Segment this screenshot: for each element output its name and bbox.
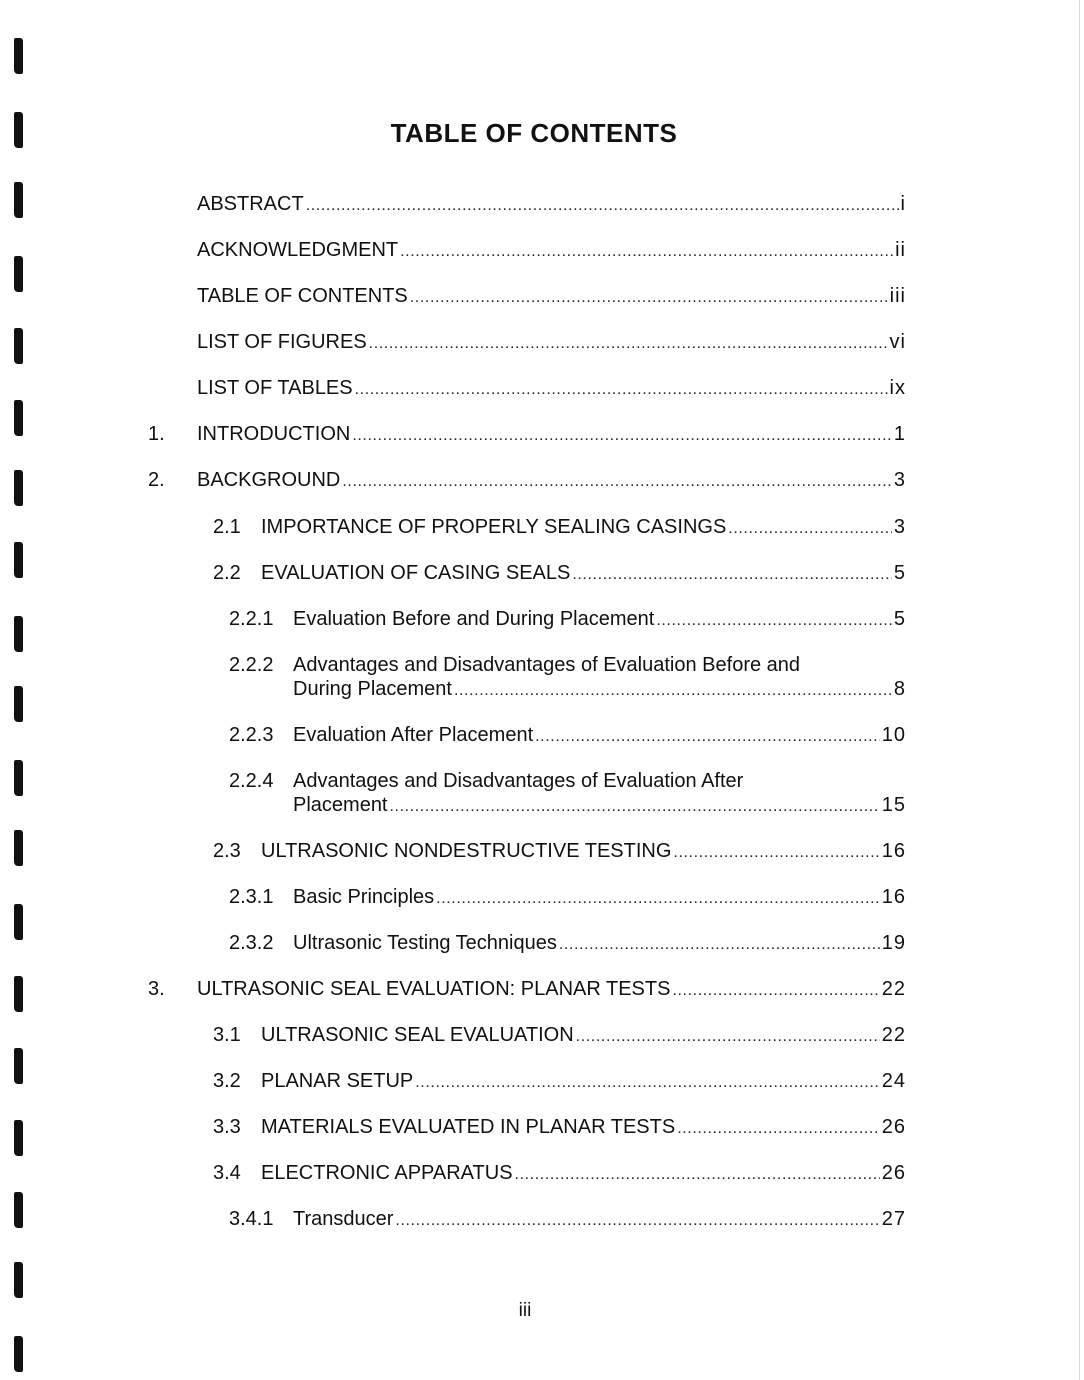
toc-page-number: 16 — [881, 840, 906, 862]
toc-page-number: i — [900, 193, 906, 215]
toc-entry-title: ULTRASONIC SEAL EVALUATION: PLANAR TESTS — [197, 978, 671, 1000]
dot-leader — [454, 679, 892, 702]
dot-leader — [576, 1025, 880, 1048]
toc-page-number: 16 — [881, 886, 906, 908]
toc-entry-number: 2.2.3 — [229, 724, 274, 746]
toc-page-number: iii — [889, 285, 906, 307]
toc-page-number: 3 — [893, 469, 906, 491]
toc-page-number: 22 — [881, 1024, 906, 1046]
toc-entry-title: ULTRASONIC SEAL EVALUATION — [261, 1024, 574, 1046]
dot-leader — [673, 841, 879, 864]
toc-entry-number: 2.2.1 — [229, 608, 274, 630]
toc-entry-number: 2.3.1 — [229, 886, 274, 908]
toc-page-number: 8 — [893, 678, 906, 700]
toc-page-number: ix — [889, 377, 906, 399]
toc-page-number: 5 — [893, 608, 906, 630]
dot-leader — [400, 240, 893, 263]
toc-entry-title: Evaluation Before and During Placement — [293, 608, 655, 630]
dot-leader — [572, 563, 892, 586]
dot-leader — [535, 725, 880, 748]
toc-entry-title: LIST OF FIGURES — [197, 331, 367, 353]
toc-entry-number: 3.4.1 — [229, 1208, 274, 1230]
toc-entry-number: 2.3.2 — [229, 932, 274, 954]
toc-entry-title: BACKGROUND — [197, 469, 341, 491]
toc-entry-title: ACKNOWLEDGMENT — [197, 239, 399, 261]
toc-page-number: ii — [895, 239, 906, 261]
toc-page-number: vi — [889, 331, 906, 353]
dot-leader — [390, 795, 880, 818]
toc-entry-title: Basic Principles — [293, 886, 435, 908]
toc-entry-title: INTRODUCTION — [197, 423, 351, 445]
toc-page-number: 27 — [881, 1208, 906, 1230]
dot-leader — [410, 286, 888, 309]
toc-entry-title: PLANAR SETUP — [261, 1070, 414, 1092]
toc-entry-title: Placement — [293, 794, 388, 816]
toc-entry-title: LIST OF TABLES — [197, 377, 353, 399]
dot-leader — [395, 1209, 879, 1232]
toc-entry-title: Evaluation After Placement — [293, 724, 534, 746]
toc-entry-number: 3.3 — [213, 1116, 241, 1138]
toc-entry-number: 2.3 — [213, 840, 241, 862]
toc-page-number: 15 — [881, 794, 906, 816]
toc-entry-number: 2.2.4 — [229, 770, 274, 792]
dot-leader — [559, 933, 880, 956]
toc-entry-number: 3.2 — [213, 1070, 241, 1092]
dot-leader — [369, 332, 888, 355]
toc-entry-title: ABSTRACT — [197, 193, 304, 215]
toc-entry-title: Ultrasonic Testing Techniques — [293, 932, 557, 954]
dot-leader — [436, 887, 880, 910]
toc-page-number: 19 — [881, 932, 906, 954]
toc-entry-title: MATERIALS EVALUATED IN PLANAR TESTS — [261, 1116, 676, 1138]
dot-leader — [355, 378, 888, 401]
toc-entry-title-line1: Advantages and Disadvantages of Evaluation After — [293, 770, 744, 792]
toc-entry-number: 3.4 — [213, 1162, 241, 1184]
toc-entry-number: 3.1 — [213, 1024, 241, 1046]
dot-leader — [515, 1163, 880, 1186]
toc-entry-number: 2.2.2 — [229, 654, 274, 676]
toc-entry-number: 3. — [148, 978, 165, 1000]
toc-page-number: 1 — [893, 423, 906, 445]
dot-leader — [306, 194, 899, 217]
toc-entry-title: Transducer — [293, 1208, 394, 1230]
toc-entry-number: 2. — [148, 469, 165, 491]
toc-entry-title: ELECTRONIC APPARATUS — [261, 1162, 513, 1184]
toc-page-number: 26 — [881, 1162, 906, 1184]
toc-entry-title: EVALUATION OF CASING SEALS — [261, 562, 571, 584]
dot-leader — [656, 609, 892, 632]
dot-leader — [677, 1117, 880, 1140]
dot-leader — [352, 424, 892, 447]
toc-entry-number: 1. — [148, 423, 165, 445]
dot-leader — [728, 517, 892, 540]
toc-entry-title: TABLE OF CONTENTS — [197, 285, 408, 307]
dot-leader — [415, 1071, 879, 1094]
toc-entry-title: ULTRASONIC NONDESTRUCTIVE TESTING — [261, 840, 672, 862]
dot-leader — [342, 470, 892, 493]
toc-page-number: 3 — [893, 516, 906, 538]
toc-page-number: 24 — [881, 1070, 906, 1092]
toc-page-number: 10 — [881, 724, 906, 746]
toc-page-number: 22 — [881, 978, 906, 1000]
toc-page-number: 26 — [881, 1116, 906, 1138]
toc-entry-title-line1: Advantages and Disadvantages of Evaluation Before and — [293, 654, 801, 676]
toc-entry-number: 2.2 — [213, 562, 241, 584]
toc-page-number: 5 — [893, 562, 906, 584]
toc-entry-number: 2.1 — [213, 516, 241, 538]
toc-entry-title: During Placement — [293, 678, 452, 700]
page-number-footer: iii — [518, 1300, 532, 1321]
page-title: TABLE OF CONTENTS — [390, 118, 678, 148]
dot-leader — [672, 979, 879, 1002]
toc-entry-title: IMPORTANCE OF PROPERLY SEALING CASINGS — [261, 516, 727, 538]
